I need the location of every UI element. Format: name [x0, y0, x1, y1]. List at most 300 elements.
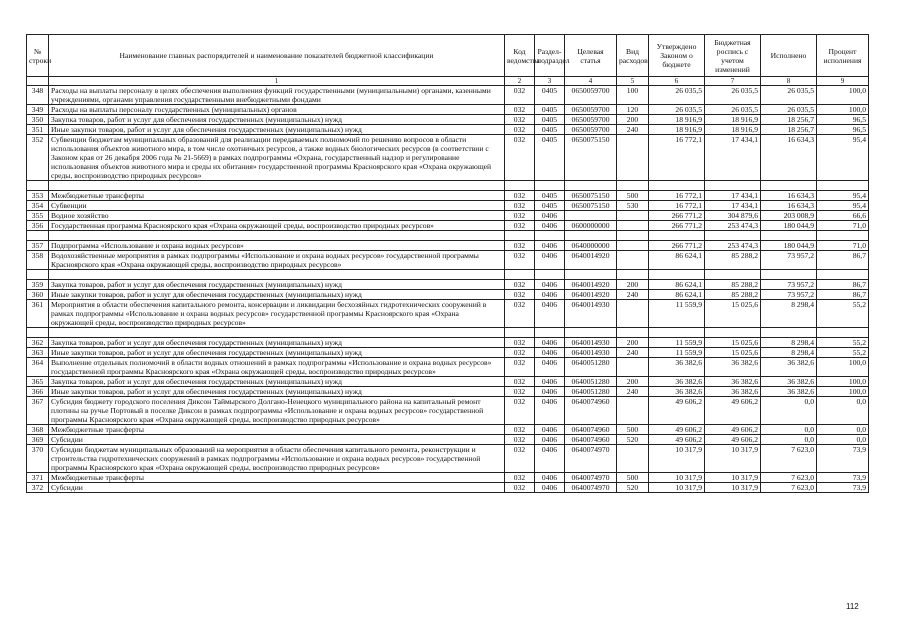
schedule-amount: 36 382,6: [705, 387, 761, 397]
header-expense-type: Вид расходов: [617, 35, 649, 77]
row-number: 368: [27, 425, 49, 435]
header-name: Наименование главных распорядителей и наименование показателей бюджетной классификации: [49, 35, 505, 77]
row-number: 365: [27, 377, 49, 387]
row-number: 367: [27, 397, 49, 425]
spacer-cell: [49, 328, 505, 338]
row-name: Субвенции: [49, 201, 505, 211]
table-header-row: [27, 35, 869, 77]
column-number: 2: [505, 77, 535, 86]
department-code: 032: [505, 125, 535, 135]
schedule-amount: 17 434,1: [705, 135, 761, 181]
section-code: 0406: [535, 300, 565, 328]
executed-amount: 7 623,0: [761, 473, 817, 483]
row-number: 350: [27, 115, 49, 125]
department-code: 032: [505, 290, 535, 300]
expense-type: [617, 135, 649, 181]
execution-percent: 86,7: [817, 290, 869, 300]
target-article: 0640014930: [565, 338, 617, 348]
spacer-cell: [761, 181, 817, 191]
target-article: 0640074960: [565, 435, 617, 445]
expense-type: 100: [617, 86, 649, 105]
approved-amount: 266 771,2: [649, 221, 705, 231]
row-number: 348: [27, 86, 49, 105]
table-row: [27, 300, 869, 328]
section-code: 0405: [535, 125, 565, 135]
section-code: 0405: [535, 201, 565, 211]
row-name: Субсидия бюджету городского поселения Диксон Таймырского Долгано-Ненецкого муниципального района на капитальный ремонт плотины на ручье Портовый в поселке Диксон в рамках подпрограммы «Использование и охрана водных ресурсов» государственной программы Красноярского края «Охрана окружающей среды, воспроизводство природных ресурсов»: [49, 397, 505, 425]
approved-amount: 10 317,9: [649, 445, 705, 473]
target-article: 0640014920: [565, 280, 617, 290]
approved-amount: 26 035,5: [649, 105, 705, 115]
schedule-amount: 10 317,9: [705, 445, 761, 473]
target-article: 0600000000: [565, 221, 617, 231]
execution-percent: 96,5: [817, 125, 869, 135]
section-code: 0406: [535, 211, 565, 221]
expense-type: 200: [617, 338, 649, 348]
row-number: 363: [27, 348, 49, 358]
spacer-cell: [649, 270, 705, 280]
schedule-amount: 26 035,5: [705, 105, 761, 115]
spacer-cell: [761, 270, 817, 280]
expense-type: 200: [617, 280, 649, 290]
execution-percent: 86,7: [817, 251, 869, 270]
spacer-cell: [705, 231, 761, 241]
expense-type: 200: [617, 377, 649, 387]
execution-percent: 0,0: [817, 397, 869, 425]
spacer-cell: [535, 328, 565, 338]
column-number: 3: [535, 77, 565, 86]
row-name: Расходы на выплаты персоналу в целях обеспечения выполнения функций государственными (муниципальными) органами, казенными учреждениями, органами управления государственными внебюджетными фондами: [49, 86, 505, 105]
row-name: Иные закупки товаров, работ и услуг для обеспечения государственных (муниципальных) нужд: [49, 290, 505, 300]
spacer-cell: [535, 231, 565, 241]
spacer-cell: [649, 328, 705, 338]
target-article: 0640051280: [565, 387, 617, 397]
approved-amount: 36 382,6: [649, 387, 705, 397]
execution-percent: 73,9: [817, 483, 869, 493]
execution-percent: 66,6: [817, 211, 869, 221]
row-name: Межбюджетные трансферты: [49, 473, 505, 483]
target-article: 0640014930: [565, 300, 617, 328]
table-row: [27, 135, 869, 181]
spacer-cell: [565, 181, 617, 191]
spacer-cell: [617, 231, 649, 241]
section-code: 0406: [535, 221, 565, 231]
executed-amount: 36 382,6: [761, 358, 817, 377]
row-name: Иные закупки товаров, работ и услуг для обеспечения государственных (муниципальных) нужд: [49, 125, 505, 135]
spacer-cell: [27, 181, 49, 191]
executed-amount: 0,0: [761, 425, 817, 435]
approved-amount: 49 606,2: [649, 425, 705, 435]
target-article: 0640051280: [565, 377, 617, 387]
column-number: 4: [565, 77, 617, 86]
table-row: [27, 115, 869, 125]
expense-type: 200: [617, 115, 649, 125]
spacer-cell: [27, 270, 49, 280]
row-number: 351: [27, 125, 49, 135]
spacer-cell: [27, 231, 49, 241]
table-row: [27, 105, 869, 115]
schedule-amount: 304 879,6: [705, 211, 761, 221]
executed-amount: 18 256,7: [761, 125, 817, 135]
row-name: Субсидии: [49, 483, 505, 493]
schedule-amount: 15 025,6: [705, 348, 761, 358]
schedule-amount: 36 382,6: [705, 377, 761, 387]
executed-amount: 16 634,3: [761, 135, 817, 181]
column-number: 1: [49, 77, 505, 86]
execution-percent: 73,9: [817, 473, 869, 483]
section-code: 0405: [535, 86, 565, 105]
section-code: 0406: [535, 445, 565, 473]
department-code: 032: [505, 86, 535, 105]
approved-amount: 49 606,2: [649, 397, 705, 425]
schedule-amount: 10 317,9: [705, 483, 761, 493]
section-code: 0406: [535, 241, 565, 251]
header-department-code: Код ведомства: [505, 35, 535, 77]
executed-amount: 26 035,5: [761, 86, 817, 105]
budget-report-sheet: [26, 34, 868, 493]
target-article: 0640074960: [565, 397, 617, 425]
schedule-amount: 18 916,9: [705, 125, 761, 135]
section-code: 0405: [535, 135, 565, 181]
expense-type: [617, 445, 649, 473]
executed-amount: 203 008,9: [761, 211, 817, 221]
expense-type: 500: [617, 425, 649, 435]
executed-amount: 0,0: [761, 435, 817, 445]
execution-percent: 100,0: [817, 377, 869, 387]
table-row: [27, 221, 869, 231]
execution-percent: 100,0: [817, 86, 869, 105]
spacer-cell: [49, 181, 505, 191]
target-article: 0640014920: [565, 251, 617, 270]
schedule-amount: 10 317,9: [705, 473, 761, 483]
executed-amount: 16 634,3: [761, 201, 817, 211]
approved-amount: 49 606,2: [649, 435, 705, 445]
expense-type: [617, 221, 649, 231]
schedule-amount: 49 606,2: [705, 397, 761, 425]
section-code: 0405: [535, 105, 565, 115]
column-number: 8: [761, 77, 817, 86]
header-row-number: № строки: [27, 35, 49, 77]
row-number: 360: [27, 290, 49, 300]
approved-amount: 18 916,9: [649, 115, 705, 125]
executed-amount: 73 957,2: [761, 290, 817, 300]
spacer-cell: [817, 328, 869, 338]
approved-amount: 26 035,5: [649, 86, 705, 105]
executed-amount: 8 298,4: [761, 300, 817, 328]
target-article: 0650059700: [565, 86, 617, 105]
row-number: 364: [27, 358, 49, 377]
approved-amount: 11 559,9: [649, 300, 705, 328]
row-number: 355: [27, 211, 49, 221]
executed-amount: 7 623,0: [761, 445, 817, 473]
spacer-cell: [535, 181, 565, 191]
spacer-cell: [817, 181, 869, 191]
approved-amount: 86 624,1: [649, 251, 705, 270]
row-name: Водное хозяйство: [49, 211, 505, 221]
target-article: 0640074970: [565, 473, 617, 483]
section-code: 0405: [535, 115, 565, 125]
spacer-cell: [505, 231, 535, 241]
department-code: 032: [505, 221, 535, 231]
spacer-cell: [565, 328, 617, 338]
row-name: Расходы на выплаты персоналу государственных (муниципальных) органов: [49, 105, 505, 115]
table-row: [27, 377, 869, 387]
spacer-cell: [617, 181, 649, 191]
table-row: [27, 191, 869, 201]
spacer-cell: [505, 328, 535, 338]
executed-amount: 73 957,2: [761, 280, 817, 290]
executed-amount: 73 957,2: [761, 251, 817, 270]
expense-type: 500: [617, 473, 649, 483]
spacer-cell: [535, 270, 565, 280]
execution-percent: 100,0: [817, 105, 869, 115]
table-row: [27, 290, 869, 300]
section-code: 0406: [535, 348, 565, 358]
expense-type: [617, 251, 649, 270]
table-row: [27, 397, 869, 425]
row-name: Закупка товаров, работ и услуг для обеспечения государственных (муниципальных) нужд: [49, 338, 505, 348]
row-number: 362: [27, 338, 49, 348]
row-name: Мероприятия в области обеспечения капитального ремонта, консервации и ликвидации бесхозяйных гидротехнических сооружений в рамках подпрограммы «Использование и охрана водных ресурсов» государственной программы Красноярского края «Охрана окружающей среды, воспроизводство природных ресурсов»: [49, 300, 505, 328]
table-row: [27, 251, 869, 270]
expense-type: 120: [617, 105, 649, 115]
row-name: Закупка товаров, работ и услуг для обеспечения государственных (муниципальных) нужд: [49, 115, 505, 125]
row-number: 366: [27, 387, 49, 397]
schedule-amount: 26 035,5: [705, 86, 761, 105]
row-name: Субсидии: [49, 435, 505, 445]
table-row: [27, 483, 869, 493]
executed-amount: 8 298,4: [761, 338, 817, 348]
page-number: 112: [846, 602, 859, 611]
header-percent: Процент исполнения: [817, 35, 869, 77]
table-row: [27, 435, 869, 445]
row-name: Субсидии бюджетам муниципальных образований на мероприятия в области обеспечения капитального ремонта, реконструкции и строительства гидротехнических сооружений в рамках подпрограммы «Использование и охрана водных ресурсов» государственной программы Красноярского края «Охрана окружающей среды, воспроизводство природных ресурсов»: [49, 445, 505, 473]
executed-amount: 16 634,3: [761, 191, 817, 201]
table-row: [27, 201, 869, 211]
spacer-cell: [705, 270, 761, 280]
approved-amount: 86 624,1: [649, 280, 705, 290]
schedule-amount: 253 474,3: [705, 221, 761, 231]
row-name: Выполнение отдельных полномочий в области водных отношений в рамках подпрограммы «Использование и охрана водных ресурсов» государственной программы Красноярского края «Охрана окружающей среды, воспроизводство природных ресурсов»: [49, 358, 505, 377]
row-number: 357: [27, 241, 49, 251]
schedule-amount: 15 025,6: [705, 300, 761, 328]
schedule-amount: 36 382,6: [705, 358, 761, 377]
spacer-cell: [761, 328, 817, 338]
expense-type: 240: [617, 387, 649, 397]
row-name: Закупка товаров, работ и услуг для обеспечения государственных (муниципальных) нужд: [49, 280, 505, 290]
row-name: Межбюджетные трансферты: [49, 425, 505, 435]
table-row: [27, 473, 869, 483]
spacer-cell: [617, 270, 649, 280]
approved-amount: 18 916,9: [649, 125, 705, 135]
section-code: 0406: [535, 473, 565, 483]
expense-type: [617, 241, 649, 251]
schedule-amount: 253 474,3: [705, 241, 761, 251]
department-code: 032: [505, 241, 535, 251]
schedule-amount: 15 025,6: [705, 338, 761, 348]
row-name: Иные закупки товаров, работ и услуг для обеспечения государственных (муниципальных) нужд: [49, 348, 505, 358]
schedule-amount: 17 434,1: [705, 191, 761, 201]
approved-amount: 10 317,9: [649, 473, 705, 483]
department-code: 032: [505, 300, 535, 328]
expense-type: [617, 300, 649, 328]
approved-amount: 16 772,1: [649, 135, 705, 181]
spacer-cell: [705, 328, 761, 338]
section-code: 0405: [535, 191, 565, 201]
schedule-amount: 18 916,9: [705, 115, 761, 125]
target-article: 0650075150: [565, 201, 617, 211]
section-code: 0406: [535, 483, 565, 493]
spacer-cell: [761, 231, 817, 241]
section-code: 0406: [535, 280, 565, 290]
schedule-amount: 49 606,2: [705, 425, 761, 435]
approved-amount: 36 382,6: [649, 358, 705, 377]
target-article: 0640074960: [565, 425, 617, 435]
target-article: 0650059700: [565, 125, 617, 135]
schedule-amount: 49 606,2: [705, 435, 761, 445]
execution-percent: 55,2: [817, 300, 869, 328]
schedule-amount: 85 288,2: [705, 290, 761, 300]
spacer-cell: [649, 231, 705, 241]
spacer-cell: [705, 181, 761, 191]
approved-amount: 16 772,1: [649, 201, 705, 211]
executed-amount: 7 623,0: [761, 483, 817, 493]
department-code: 032: [505, 251, 535, 270]
target-article: 0640051280: [565, 358, 617, 377]
target-article: 0640014920: [565, 290, 617, 300]
approved-amount: 266 771,2: [649, 211, 705, 221]
spacer-cell: [49, 270, 505, 280]
spacer-cell: [565, 270, 617, 280]
execution-percent: 96,5: [817, 115, 869, 125]
column-number: [27, 77, 49, 86]
header-target-article: Целевая статья: [565, 35, 617, 77]
section-code: 0406: [535, 290, 565, 300]
row-number: 369: [27, 435, 49, 445]
expense-type: 520: [617, 483, 649, 493]
spacer-cell: [617, 328, 649, 338]
department-code: 032: [505, 473, 535, 483]
table-row: [27, 280, 869, 290]
row-number: 349: [27, 105, 49, 115]
approved-amount: 36 382,6: [649, 377, 705, 387]
header-executed: Исполнено: [761, 35, 817, 77]
row-number: 361: [27, 300, 49, 328]
department-code: 032: [505, 445, 535, 473]
spacer-row: [27, 328, 869, 338]
department-code: 032: [505, 387, 535, 397]
table-row: [27, 445, 869, 473]
row-name: Подпрограмма «Использование и охрана водных ресурсов»: [49, 241, 505, 251]
executed-amount: 36 382,6: [761, 387, 817, 397]
target-article: 0640074970: [565, 483, 617, 493]
department-code: 032: [505, 280, 535, 290]
department-code: 032: [505, 397, 535, 425]
table-row: [27, 86, 869, 105]
section-code: 0406: [535, 338, 565, 348]
table-row: [27, 387, 869, 397]
department-code: 032: [505, 425, 535, 435]
approved-amount: 266 771,2: [649, 241, 705, 251]
column-number: 9: [817, 77, 869, 86]
section-code: 0406: [535, 425, 565, 435]
execution-percent: 95,4: [817, 135, 869, 181]
executed-amount: 18 256,7: [761, 115, 817, 125]
table-row: [27, 241, 869, 251]
column-number: 7: [705, 77, 761, 86]
target-article: 0650075150: [565, 191, 617, 201]
execution-percent: 71,0: [817, 221, 869, 231]
execution-percent: 0,0: [817, 425, 869, 435]
spacer-row: [27, 181, 869, 191]
row-number: 353: [27, 191, 49, 201]
table-row: [27, 348, 869, 358]
target-article: [565, 211, 617, 221]
spacer-cell: [505, 270, 535, 280]
expense-type: 240: [617, 290, 649, 300]
spacer-cell: [649, 181, 705, 191]
row-number: 372: [27, 483, 49, 493]
department-code: 032: [505, 135, 535, 181]
execution-percent: 100,0: [817, 387, 869, 397]
header-budget-schedule: Бюджетная роспись с учетом изменений: [705, 35, 761, 77]
section-code: 0406: [535, 377, 565, 387]
row-number: 370: [27, 445, 49, 473]
execution-percent: 71,0: [817, 241, 869, 251]
expense-type: 520: [617, 435, 649, 445]
department-code: 032: [505, 115, 535, 125]
target-article: 0640000000: [565, 241, 617, 251]
execution-percent: 55,2: [817, 338, 869, 348]
spacer-cell: [27, 328, 49, 338]
department-code: 032: [505, 191, 535, 201]
department-code: 032: [505, 201, 535, 211]
spacer-row: [27, 270, 869, 280]
expense-type: [617, 358, 649, 377]
row-name: Водохозяйственные мероприятия в рамках подпрограммы «Использование и охрана водных ресурсов» государственной программы Красноярского края «Охрана окружающей среды, воспроизводство природных ресурсов»: [49, 251, 505, 270]
department-code: 032: [505, 358, 535, 377]
department-code: 032: [505, 483, 535, 493]
row-number: 354: [27, 201, 49, 211]
executed-amount: 8 298,4: [761, 348, 817, 358]
table-row: [27, 125, 869, 135]
table-row: [27, 358, 869, 377]
execution-percent: 86,7: [817, 280, 869, 290]
schedule-amount: 85 288,2: [705, 251, 761, 270]
spacer-row: [27, 231, 869, 241]
header-approved: Утверждено Законом о бюджете: [649, 35, 705, 77]
table-row: [27, 211, 869, 221]
execution-percent: 95,4: [817, 201, 869, 211]
section-code: 0406: [535, 397, 565, 425]
schedule-amount: 17 434,1: [705, 201, 761, 211]
budget-table: [26, 34, 869, 493]
schedule-amount: 85 288,2: [705, 280, 761, 290]
row-name: Иные закупки товаров, работ и услуг для обеспечения государственных (муниципальных) нужд: [49, 387, 505, 397]
row-number: 356: [27, 221, 49, 231]
row-number: 371: [27, 473, 49, 483]
department-code: 032: [505, 211, 535, 221]
execution-percent: 73,9: [817, 445, 869, 473]
section-code: 0406: [535, 251, 565, 270]
spacer-cell: [817, 270, 869, 280]
expense-type: 240: [617, 348, 649, 358]
spacer-cell: [817, 231, 869, 241]
section-code: 0406: [535, 387, 565, 397]
executed-amount: 180 044,9: [761, 241, 817, 251]
executed-amount: 180 044,9: [761, 221, 817, 231]
expense-type: 530: [617, 201, 649, 211]
